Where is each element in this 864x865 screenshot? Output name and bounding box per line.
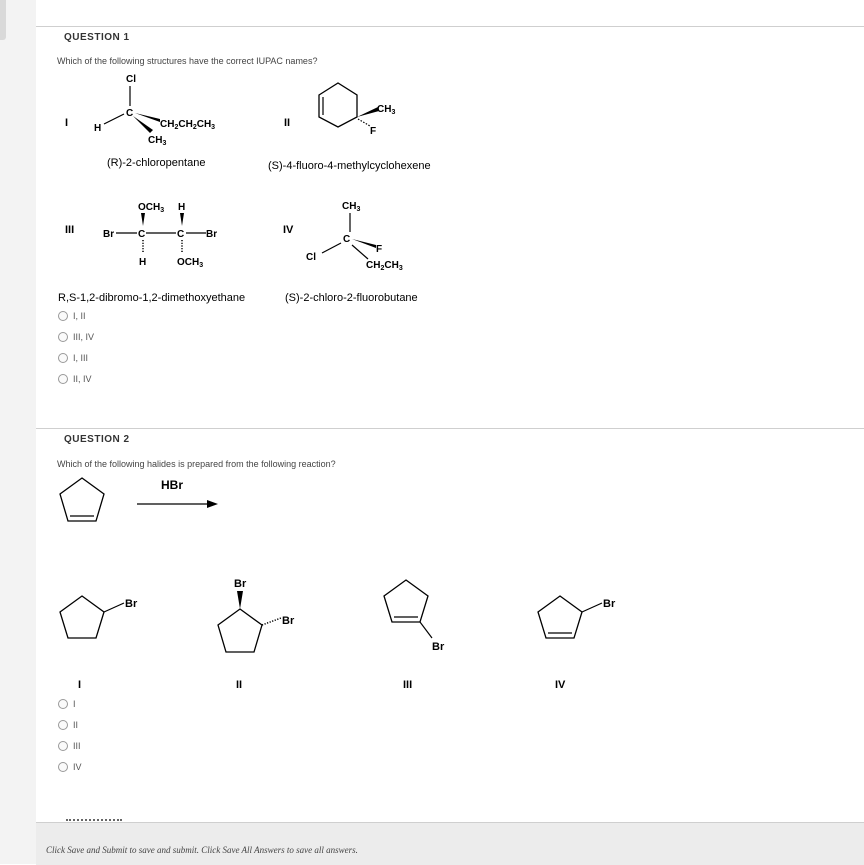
q2-option-3[interactable] [58,741,81,751]
q1-option-4[interactable] [58,374,92,384]
svg-text:F: F [370,126,377,137]
svg-text:Br: Br [603,598,616,610]
svg-text:CH2CH3: $CH_2CH_3$ [366,260,403,272]
question-1-title: QUESTION 1 [64,32,130,43]
radio-button[interactable] [58,374,68,384]
svg-text:C: C [138,229,146,240]
question-1-text: Which of the following structures have the correct IUPAC names? [57,56,318,66]
svg-text:F: F [376,244,383,255]
product-iii-label: III [403,679,413,691]
structure-iii-name: R,S-1,2-dibromo-1,2-dimethoxyethane [58,292,246,304]
footer-instruction: Click Save and Submit to save and submit. Click Save All Answers to save all answers. [46,845,358,855]
structure-ii-drawing [319,83,395,137]
question-1-structures [0,60,864,380]
structure-i-name: (R)-2-chloropentane [107,157,206,169]
structure-iii-numeral: III [65,224,75,236]
structure-ii-numeral: II [284,117,291,129]
radio-button[interactable] [58,311,68,321]
svg-text:Br: Br [125,598,138,610]
radio-button[interactable] [58,353,68,363]
product-i-drawing [60,596,138,638]
svg-text:Br: Br [282,615,295,627]
product-i-label: I [78,679,82,691]
svg-text:CH3: $CH_3$ [148,135,167,147]
question-2-title: QUESTION 2 [64,434,130,445]
svg-text:OCH3: $OCH_3$ [177,257,204,269]
svg-text:Cl: Cl [126,74,136,85]
q2-option-1[interactable] [58,699,76,709]
product-iv-drawing [538,596,616,638]
svg-text:C: C [177,229,185,240]
q1-option-2[interactable] [58,332,94,342]
svg-text:Br: Br [234,578,247,590]
reactant-cyclopentene [60,478,104,521]
q1-option-3[interactable] [58,353,88,363]
svg-text:Br: Br [432,641,445,653]
reaction-arrow [137,500,218,508]
q2-option-4[interactable] [58,762,82,772]
option-label: III, IV [73,332,95,342]
svg-text:CH3: $CH_3$ [342,201,361,213]
option-label: I [73,699,76,709]
svg-text:H: H [178,202,186,213]
footer-bar [36,822,864,865]
structure-iv-name: (S)-2-chloro-2-fluorobutane [285,292,418,304]
radio-button[interactable] [58,762,68,772]
product-iv-label: IV [555,679,566,691]
option-label: IV [73,762,82,772]
svg-text:Br: Br [103,229,115,240]
next-question-title-cut [66,819,122,825]
question-2-text: Which of the following halides is prepared from the following reaction? [57,459,336,469]
radio-button[interactable] [58,741,68,751]
structure-i-drawing [94,74,215,147]
sidebar-tab[interactable] [0,0,6,40]
question-2-reaction [0,470,864,710]
q1-option-1[interactable] [58,311,86,321]
option-label: I, II [73,311,86,321]
structure-iii-drawing [103,202,217,269]
svg-text:Br: Br [206,229,218,240]
option-label: II, IV [73,374,92,384]
radio-button[interactable] [58,332,68,342]
reagent-label: HBr [161,478,184,492]
svg-text:Cl: Cl [306,252,316,263]
q2-option-2[interactable] [58,720,78,730]
product-ii-label: II [236,679,243,691]
structure-iv-numeral: IV [283,224,294,236]
structure-ii-name: (S)-4-fluoro-4-methylcyclohexene [268,160,431,172]
structure-i-numeral: I [65,117,69,129]
option-label: I, III [73,353,89,363]
radio-button[interactable] [58,720,68,730]
option-label: II [73,720,79,730]
option-label: III [73,741,81,751]
svg-text:CH3: $CH_3$ [377,104,396,116]
product-iii-drawing [384,580,445,653]
svg-text:H: H [139,257,147,268]
svg-text:OCH3: $OCH_3$ [138,202,165,214]
svg-text:H: H [94,123,102,134]
structure-iv-drawing [306,201,403,272]
radio-button[interactable] [58,699,68,709]
svg-text:C: C [343,234,351,245]
svg-text:C: C [126,108,134,119]
product-ii-drawing [218,578,295,652]
svg-text:CH2CH2CH3: $CH_2CH_2CH_3$ [160,119,216,131]
